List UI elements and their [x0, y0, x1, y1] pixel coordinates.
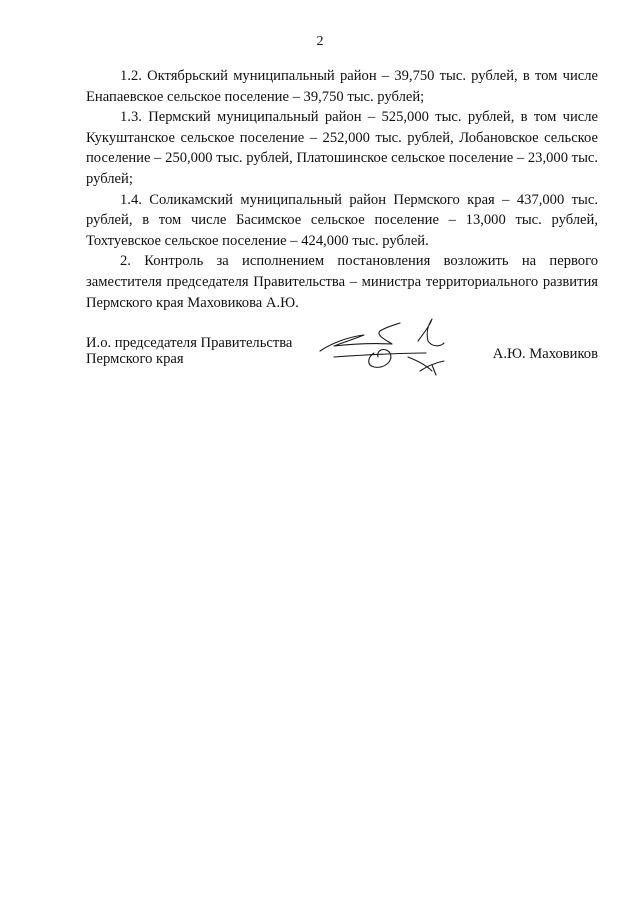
paragraph-1-4: 1.4. Соликамский муниципальный район Пермского края – 437,000 тыс. рублей, в том числе Басимское сельское поселение – 13,000 тыс. рублей, Тохтуевское сельское поселение – 424,000 тыс. рублей.: [86, 191, 598, 249]
signer-position-line-1: И.о. председателя Правительства: [86, 335, 293, 351]
paragraph-2: 2. Контроль за исполнением постановления возложить на первого заместителя председателя Правительства – министра территориального развития Пермского края Маховикова А.Ю.: [86, 253, 598, 311]
page-number: 2: [316, 34, 324, 49]
signer-name: А.Ю. Маховиков: [492, 346, 598, 362]
paragraph-1-2: 1.2. Октябрьский муниципальный район – 39,750 тыс. рублей, в том числе Енапаевское сельское поселение – 39,750 тыс. рублей;: [86, 68, 598, 105]
signer-position-line-2: Пермского края: [86, 351, 184, 367]
handwritten-signature: [314, 313, 464, 377]
signature-block: [86, 335, 598, 395]
paragraph-1-3: 1.3. Пермский муниципальный район – 525,000 тыс. рублей, в том числе Кукуштанское сельское поселение – 252,000 тыс. рублей, Лобановское сельское поселение – 250,000 тыс. рублей, Платошинское сельское поселение – 23,000 тыс. рублей;: [86, 109, 598, 187]
signer-position: [86, 335, 326, 367]
document-body: [86, 66, 598, 313]
